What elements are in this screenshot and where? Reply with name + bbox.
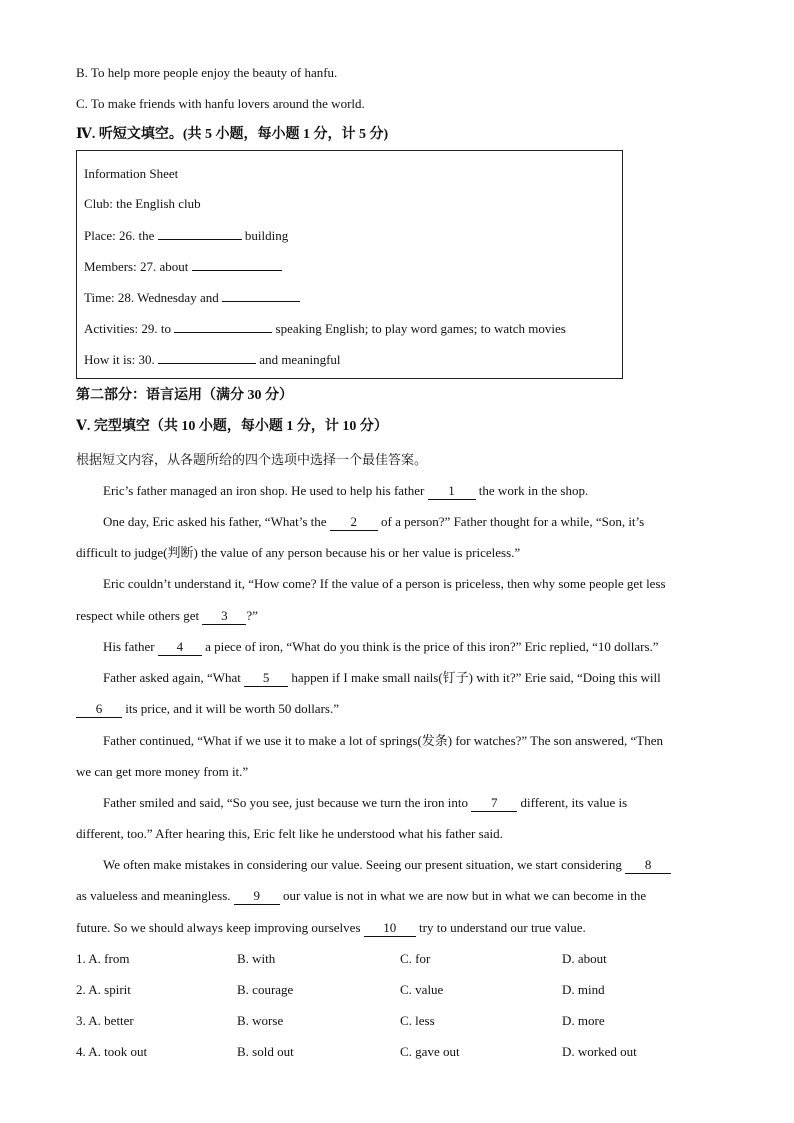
passage-text: our value is not in what we are now but in what we can become in the (283, 888, 647, 903)
sheet-how (84, 351, 341, 368)
passage-text: the work in the shop. (478, 483, 589, 498)
passage-text: Eric’s father managed an iron shop. He used to help his father (103, 483, 425, 498)
choice-1b[interactable]: B. with (237, 951, 276, 966)
passage-text: We often make mistakes in considering our value. Seeing our present situation, we start considering (103, 857, 622, 872)
passage-text: One day, Eric asked his father, “What’s the (103, 514, 327, 529)
cloze-blank-8[interactable]: 8 (625, 857, 671, 874)
choice-4b[interactable]: B. sold out (237, 1044, 294, 1059)
passage-line: Eric couldn’t understand it, “How come? If the value of a person is priceless, then why some people get less (103, 576, 666, 591)
choice-2b[interactable]: B. courage (237, 982, 294, 997)
passage-line (103, 639, 659, 656)
activities-label: Activities: 29. to (84, 321, 172, 336)
blank-30[interactable] (158, 351, 256, 364)
cloze-blank-6[interactable]: 6 (76, 701, 122, 718)
choice-1a[interactable]: 1. A. from (76, 951, 130, 966)
cloze-blank-2[interactable]: 2 (330, 514, 378, 531)
passage-line (103, 795, 627, 812)
passage-text: His father (103, 639, 155, 654)
choice-1d[interactable]: D. about (562, 951, 607, 966)
passage-line (103, 483, 588, 500)
cloze-blank-4[interactable]: 4 (158, 639, 202, 656)
passage-text: respect while others get (76, 608, 200, 623)
cloze-blank-10[interactable]: 10 (364, 920, 416, 937)
section4-title: Ⅳ. 听短文填空。(共 5 小题，每小题 1 分，计 5 分) (76, 127, 389, 142)
option-c: C. To make friends with hanfu lovers around the world. (76, 96, 365, 111)
blank-26[interactable] (158, 227, 242, 240)
sheet-time (84, 289, 300, 306)
choice-4a[interactable]: 4. A. took out (76, 1044, 148, 1059)
cloze-blank-1[interactable]: 1 (428, 483, 476, 500)
passage-line: difficult to judge(判断) the value of any person because his or her value is priceless.” (76, 545, 521, 560)
passage-text: happen if I make small nails(钉子) with it?” Erie said, “Doing this will (291, 670, 661, 685)
passage-line (103, 857, 671, 874)
sheet-title: Information Sheet (84, 166, 179, 181)
choice-3b[interactable]: B. worse (237, 1013, 284, 1028)
cloze-blank-9[interactable]: 9 (234, 888, 280, 905)
blank-28[interactable] (222, 289, 300, 302)
instruction: 根据短文内容，从各题所给的四个选项中选择一个最佳答案。 (76, 452, 428, 467)
blank-29[interactable] (174, 320, 272, 333)
passage-line (103, 514, 644, 531)
passage-line (76, 920, 586, 937)
information-sheet-box (76, 150, 623, 379)
blank-27[interactable] (192, 258, 282, 271)
choice-4c[interactable]: C. gave out (400, 1044, 460, 1059)
sheet-club: Club: the English club (84, 196, 201, 211)
section5-title: Ⅴ. 完型填空（共 10 小题，每小题 1 分，计 10 分） (76, 419, 388, 434)
cloze-blank-5[interactable]: 5 (244, 670, 288, 687)
passage-text: ?” (246, 608, 258, 623)
sheet-members (84, 258, 282, 275)
passage-text: its price, and it will be worth 50 dollars.” (125, 701, 339, 716)
choice-3d[interactable]: D. more (562, 1013, 605, 1028)
place-suffix: building (244, 228, 289, 243)
passage-text: Father asked again, “What (103, 670, 241, 685)
how-label: How it is: 30. (84, 352, 155, 367)
cloze-blank-3[interactable]: 3 (202, 608, 246, 625)
sheet-place (84, 227, 288, 244)
passage-line: we can get more money from it.” (76, 764, 249, 779)
option-b: B. To help more people enjoy the beauty of hanfu. (76, 65, 338, 80)
members-label: Members: 27. about (84, 259, 189, 274)
passage-line (76, 701, 339, 718)
choice-4d[interactable]: D. worked out (562, 1044, 637, 1059)
time-label: Time: 28. Wednesday and (84, 290, 219, 305)
passage-line: Father continued, “What if we use it to make a lot of springs(发条) for watches?” The son answered, “Then (103, 733, 664, 748)
passage-text: a piece of iron, “What do you think is the price of this iron?” Eric replied, “10 dollars.” (205, 639, 659, 654)
passage-line: different, too.” After hearing this, Eric felt like he understood what his father said. (76, 826, 503, 841)
sheet-activities (84, 320, 566, 337)
activities-suffix: speaking English; to play word games; to watch movies (275, 321, 566, 336)
place-label: Place: 26. the (84, 228, 155, 243)
cloze-blank-7[interactable]: 7 (471, 795, 517, 812)
passage-text: different, its value is (520, 795, 628, 810)
passage-line (76, 888, 646, 905)
passage-text: as valueless and meaningless. (76, 888, 231, 903)
choice-2c[interactable]: C. value (400, 982, 444, 997)
choice-2a[interactable]: 2. A. spirit (76, 982, 131, 997)
passage-text: Father smiled and said, “So you see, just because we turn the iron into (103, 795, 469, 810)
choice-2d[interactable]: D. mind (562, 982, 605, 997)
passage-line (76, 608, 258, 625)
passage-line (103, 670, 661, 687)
passage-text: future. So we should always keep improving ourselves (76, 920, 361, 935)
choice-1c[interactable]: C. for (400, 951, 431, 966)
passage-text: of a person?” Father thought for a while, “Son, it’s (381, 514, 645, 529)
how-suffix: and meaningful (259, 352, 341, 367)
choice-3a[interactable]: 3. A. better (76, 1013, 134, 1028)
part2-title: 第二部分：语言运用（满分 30 分） (76, 388, 293, 403)
choice-3c[interactable]: C. less (400, 1013, 435, 1028)
passage-text: try to understand our true value. (419, 920, 586, 935)
